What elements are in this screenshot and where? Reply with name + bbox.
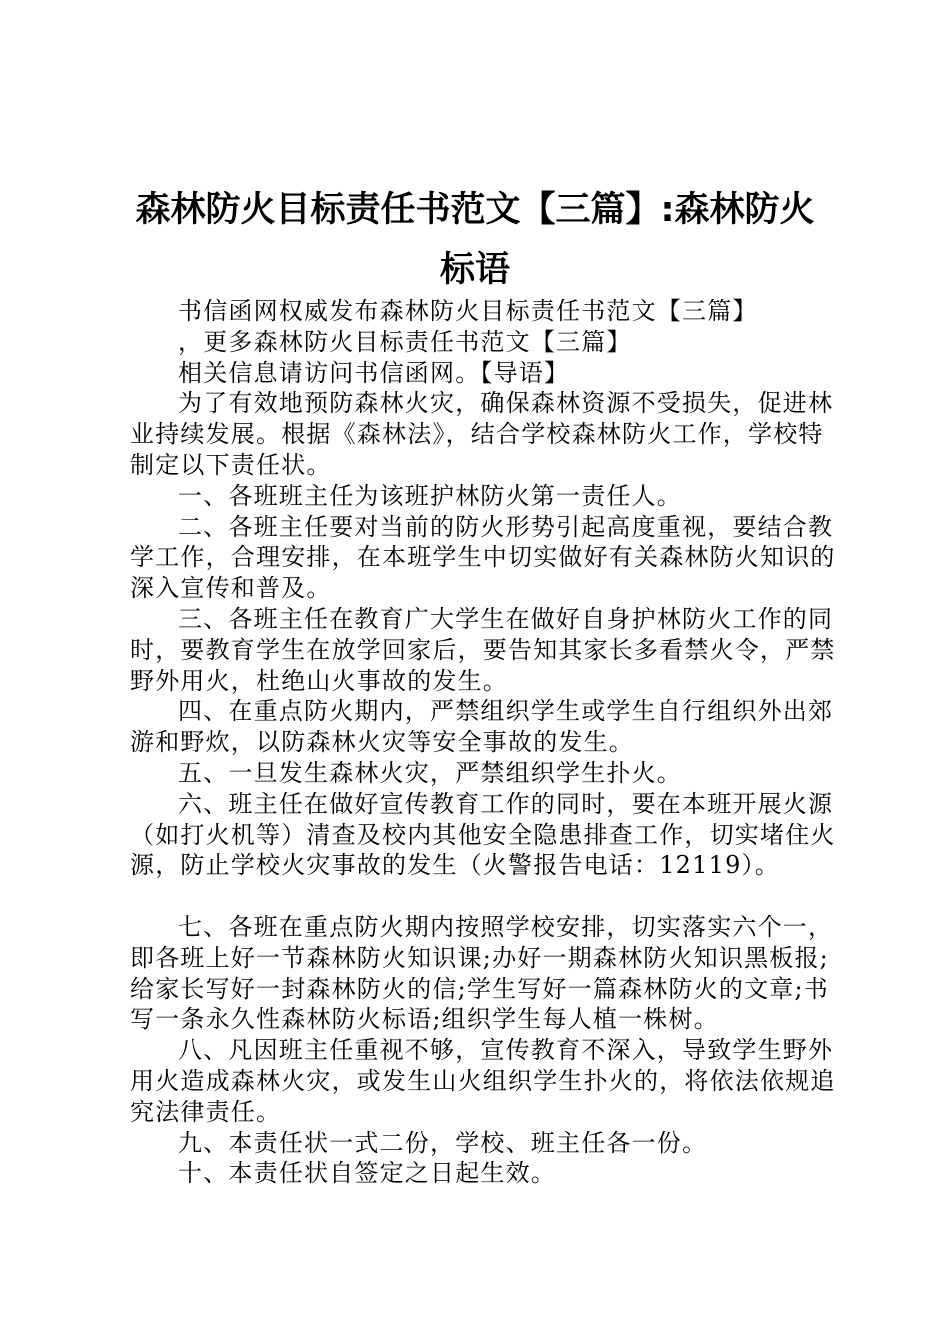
paragraph-item-5: 五、一旦发生森林火灾，严禁组织学生扑火。 (178, 758, 682, 787)
paragraph-intro-3: 相关信息请访问书信函网。【导语】 (178, 358, 570, 387)
paragraph-intro-2: ，更多森林防火目标责任书范文【三篇】 (178, 327, 632, 356)
paragraph-item-10: 十、本责任状自签定之日起生效。 (178, 1159, 556, 1188)
paragraph-item-6: 六、班主任在做好宣传教育工作的同时，要在本班开展火源（如打火机等）清查及校内其他安全隐患排查工作，切实堵住火源，防止学校火灾事故的发生（火警报告电话：12119）。 (130, 789, 836, 880)
paragraph-item-3: 三、各班主任在教育广大学生在做好自身护林防火工作的同时，要教育学生在放学回家后，要告知其家长多看禁火令，严禁野外用火，杜绝山火事故的发生。 (130, 604, 836, 695)
paragraph-item-2: 二、各班主任要对当前的防火形势引起高度重视，要结合教学工作，合理安排，在本班学生中切实做好有关森林防火知识的深入宣传和普及。 (130, 512, 836, 603)
paragraph-item-8: 八、凡因班主任重视不够，宣传教育不深入，导致学生野外用火造成森林火灾，或发生山火组织学生扑火的，将依法依规追究法律责任。 (130, 1036, 836, 1126)
paragraph-item-7: 七、各班在重点防火期内按照学校安排，切实落实六个一，即各班上好一节森林防火知识课;办好一期森林防火知识黑板报;给家长写好一封森林防火的信;学生写好一篇森林防火的文章;书写一条永久性森林防火标语;组织学生每人植一株树。 (130, 912, 834, 1034)
document-title-line-2: 标语 (439, 250, 510, 290)
document-body (130, 296, 840, 1189)
document-title-line-1: 森林防火目标责任书范文【三篇】:森林防火 (135, 190, 815, 230)
paragraph-preamble: 为了有效地预防森林火灾，确保森林资源不受损失，促进林业持续发展。根据《森林法》，结合学校森林防火工作，学校特制定以下责任状。 (130, 389, 834, 479)
paragraph-item-1: 一、各班班主任为该班护林防火第一责任人。 (178, 481, 682, 510)
paragraph-item-9: 九、本责任状一式二份，学校、班主任各一份。 (178, 1128, 708, 1157)
paragraph-item-4: 四、在重点防火期内，严禁组织学生或学生自行组织外出郊游和野炊，以防森林火灾等安全事故的发生。 (130, 697, 834, 757)
paragraph-intro-1: 书信函网权威发布森林防火目标责任书范文【三篇】 (178, 297, 758, 325)
